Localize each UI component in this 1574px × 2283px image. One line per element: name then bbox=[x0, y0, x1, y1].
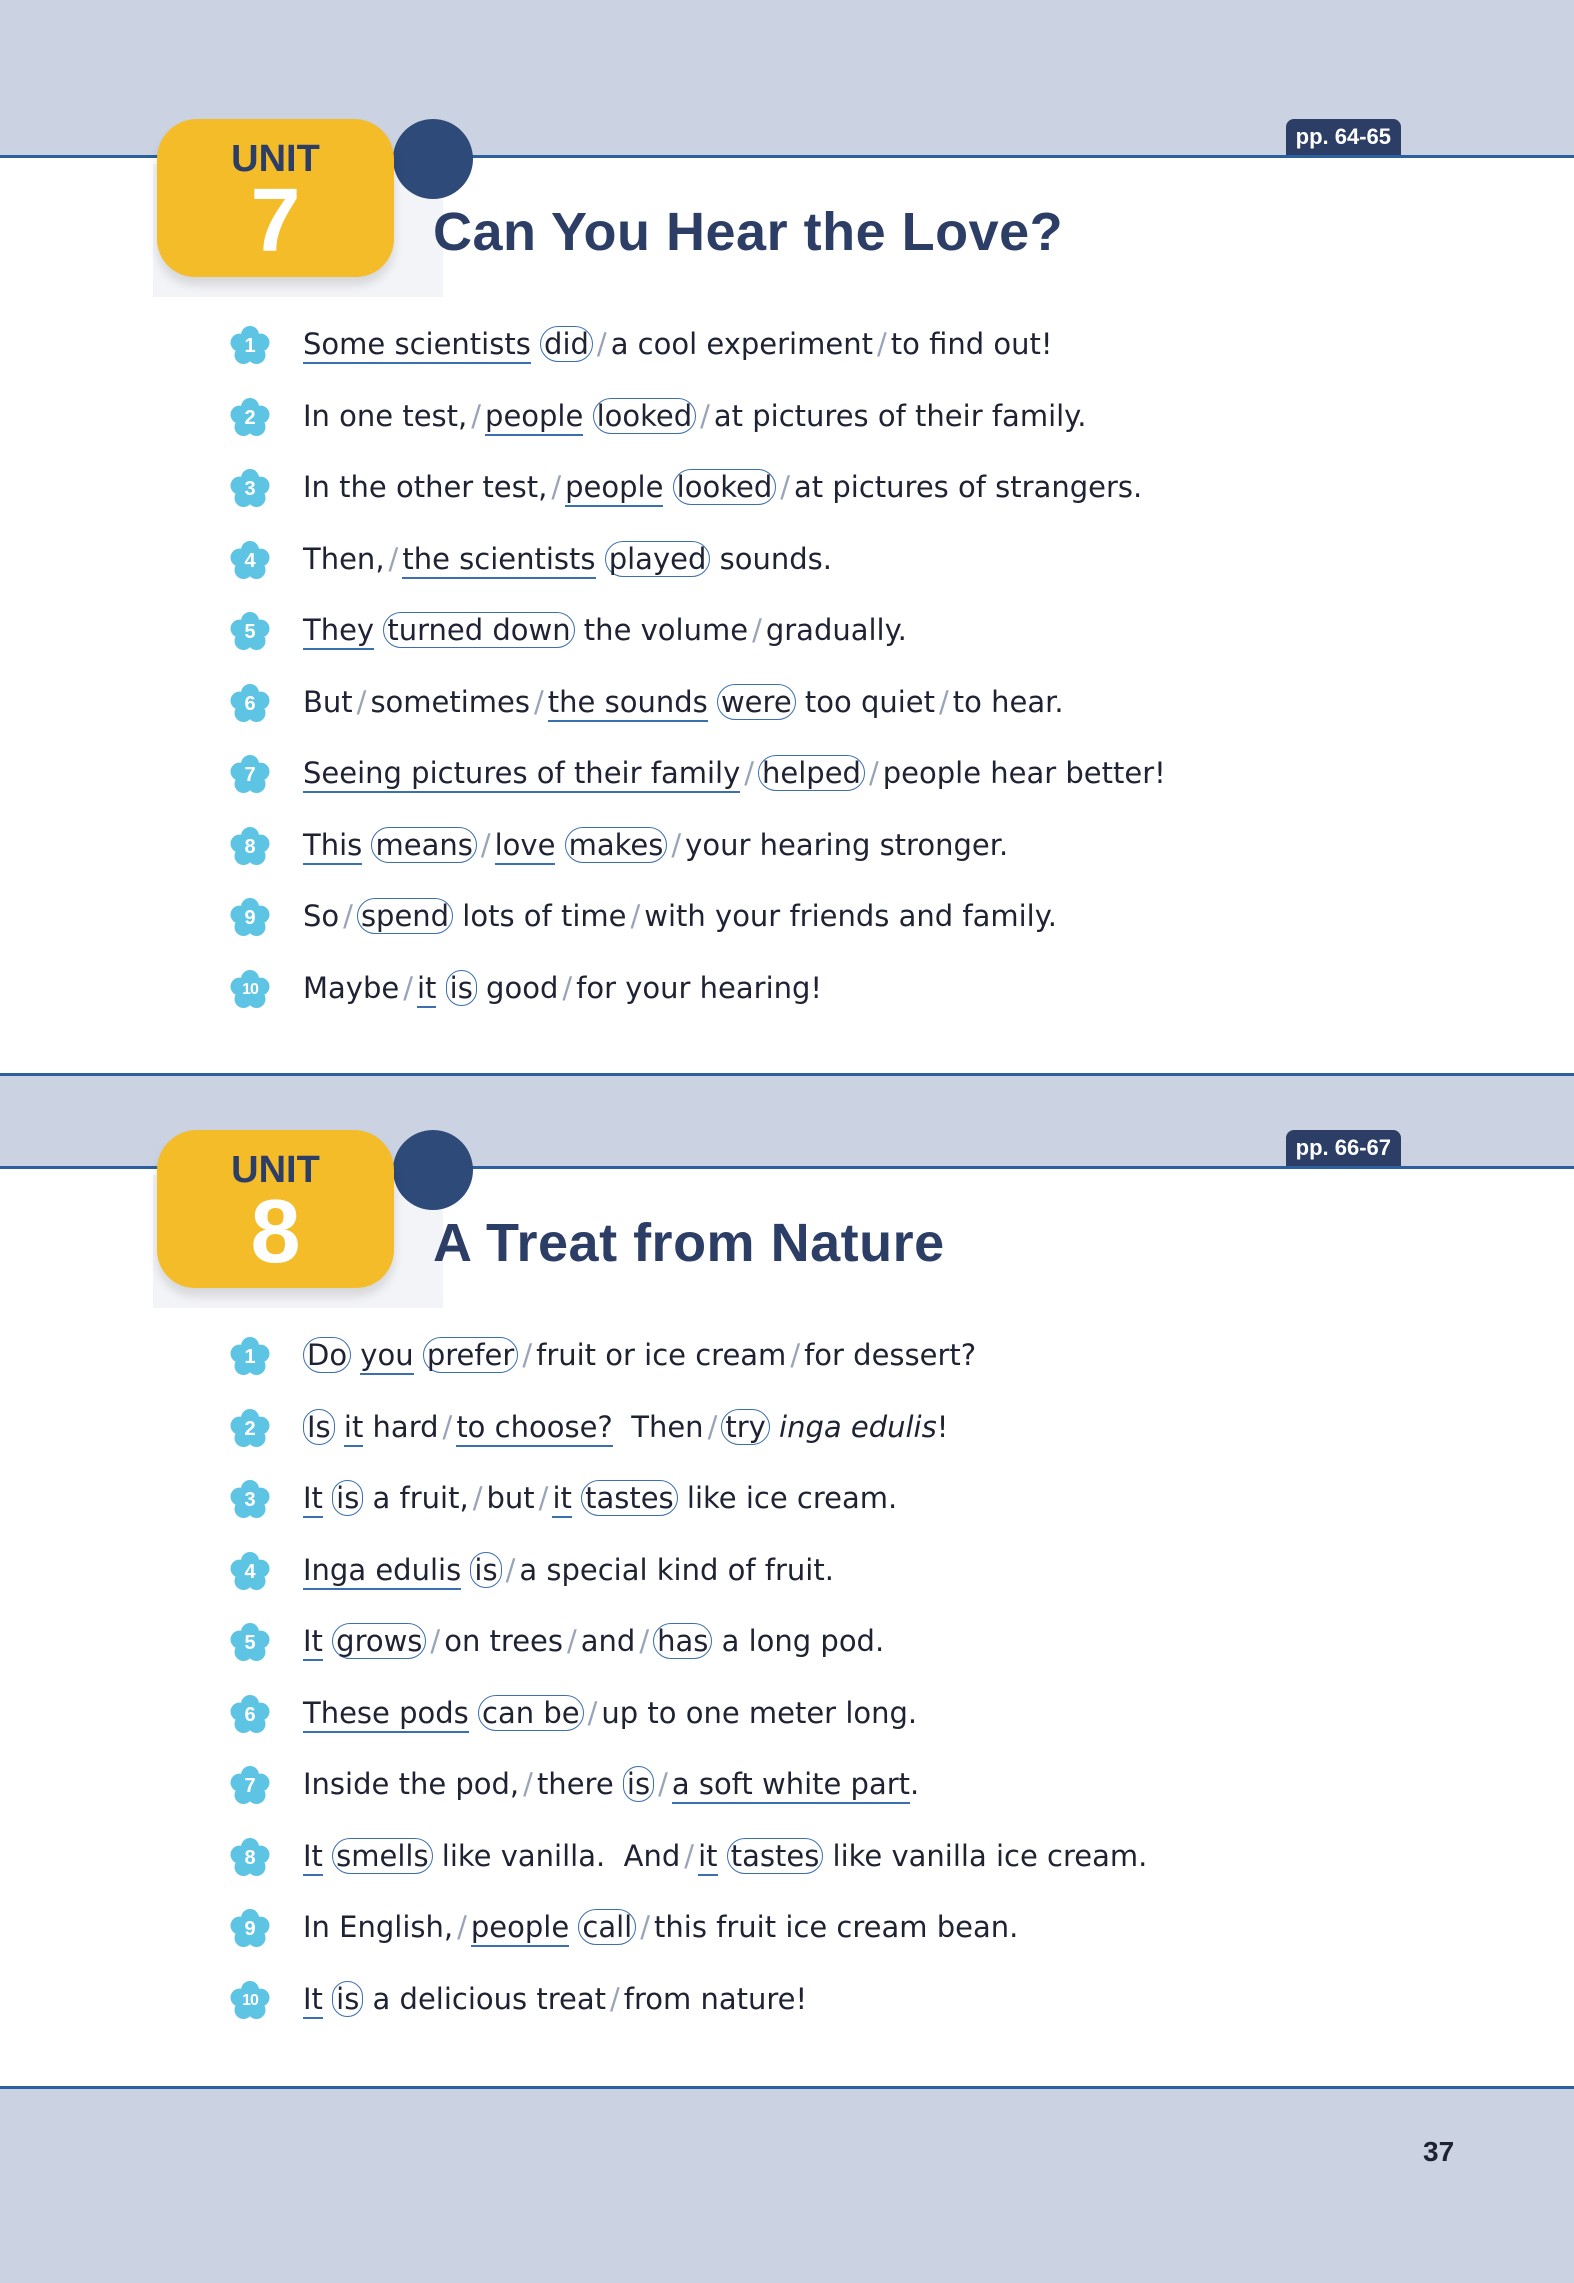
sentence-text bbox=[303, 1907, 1018, 1947]
sentence-text bbox=[303, 1478, 897, 1518]
circled-verb: Is bbox=[303, 1409, 335, 1445]
text-segment: at pictures of strangers. bbox=[794, 470, 1143, 504]
flower-number-icon bbox=[230, 1623, 270, 1663]
sentence-number: 6 bbox=[244, 1703, 256, 1726]
chunk-slash: / bbox=[472, 1481, 483, 1515]
text-segment bbox=[555, 828, 564, 862]
text-segment: fruit or ice cream bbox=[536, 1338, 787, 1372]
text-segment: . bbox=[910, 1767, 920, 1801]
text-segment: up to one meter long. bbox=[601, 1695, 918, 1730]
text-segment: like ice cream. bbox=[677, 1481, 898, 1515]
text-segment: In English, bbox=[303, 1910, 454, 1944]
text-segment bbox=[469, 1696, 478, 1730]
text-segment: to hear. bbox=[952, 684, 1064, 719]
circled-verb: helped bbox=[758, 755, 865, 791]
chunk-slash: / bbox=[538, 1481, 549, 1515]
sentence-number: 9 bbox=[244, 1918, 256, 1940]
text-segment: this fruit ice cream bean. bbox=[654, 1910, 1019, 1944]
text-segment: the volume bbox=[574, 613, 749, 647]
text-segment: with your friends and family. bbox=[644, 899, 1057, 933]
circled-verb: prefer bbox=[423, 1337, 519, 1373]
chunk-slash: / bbox=[562, 970, 573, 1005]
chunk-slash: / bbox=[639, 1624, 650, 1658]
sentence-text bbox=[303, 1979, 807, 2019]
text-segment bbox=[323, 1624, 332, 1658]
chunk-slash: / bbox=[790, 1338, 801, 1372]
flower-number-icon bbox=[230, 1552, 270, 1592]
flower-number-icon bbox=[230, 612, 270, 652]
circled-verb: Do bbox=[303, 1337, 351, 1373]
circled-verb: turned down bbox=[383, 612, 574, 648]
chunk-slash: / bbox=[430, 1624, 441, 1658]
chunk-slash: / bbox=[671, 827, 682, 862]
flower-number-icon bbox=[230, 898, 270, 938]
sentence-text bbox=[303, 1693, 917, 1733]
circled-verb: call bbox=[578, 1909, 636, 1945]
flower-number-icon bbox=[230, 326, 270, 366]
sentence-number: 3 bbox=[244, 478, 256, 500]
unit-title: Can You Hear the Love? bbox=[433, 202, 1064, 262]
text-segment: sometimes bbox=[370, 684, 531, 719]
text-segment bbox=[572, 1481, 581, 1515]
sentence-number: 5 bbox=[244, 621, 256, 643]
underlined-subject: It bbox=[303, 1624, 323, 1661]
circled-verb: is bbox=[332, 1981, 363, 2017]
text-segment: but bbox=[486, 1481, 535, 1515]
underlined-subject: it bbox=[344, 1410, 363, 1447]
unit-badge bbox=[157, 119, 394, 277]
sentence-number: 6 bbox=[244, 692, 256, 715]
text-segment: people hear better! bbox=[882, 756, 1166, 790]
underlined-subject: it bbox=[698, 1839, 717, 1876]
circled-verb: is bbox=[446, 970, 477, 1006]
chunk-slash: / bbox=[505, 1552, 516, 1587]
text-segment bbox=[614, 1767, 623, 1801]
sentence-text bbox=[303, 753, 1166, 793]
sentence-text bbox=[303, 1764, 919, 1804]
circled-verb: played bbox=[605, 541, 711, 577]
text-segment: a cool experiment bbox=[610, 327, 873, 361]
underlined-subject: It bbox=[303, 1982, 323, 2019]
flower-number-icon bbox=[230, 827, 270, 867]
text-segment: to find out! bbox=[890, 327, 1053, 361]
underlined-subject: people bbox=[565, 470, 663, 507]
underlined-subject: love bbox=[495, 828, 556, 865]
unit-number: 8 bbox=[250, 1182, 301, 1282]
text-segment bbox=[335, 1410, 344, 1444]
text-segment: Then, bbox=[303, 541, 385, 576]
underlined-subject: it bbox=[552, 1481, 571, 1518]
unit-label: UNIT bbox=[231, 1149, 320, 1191]
sentence-number: 10 bbox=[242, 1991, 258, 2009]
underlined-subject: a soft white part bbox=[672, 1767, 910, 1804]
sentence-text bbox=[303, 539, 832, 579]
text-segment bbox=[718, 1839, 727, 1873]
flower-number-icon bbox=[230, 1909, 270, 1949]
page-number: 37 bbox=[1423, 2136, 1455, 2167]
sentence-number: 8 bbox=[244, 835, 256, 858]
italic-term: inga edulis bbox=[779, 1409, 937, 1444]
sentence-number: 3 bbox=[244, 1489, 256, 1511]
unit-badge bbox=[157, 1130, 394, 1288]
underlined-subject: people bbox=[485, 399, 583, 436]
chunk-slash: / bbox=[343, 899, 353, 933]
sentence-text bbox=[303, 610, 907, 650]
page-reference-tab: pp. 66-67 bbox=[1286, 1130, 1401, 1166]
circled-verb: looked bbox=[673, 469, 777, 505]
text-segment bbox=[351, 1338, 360, 1372]
sentence-number: 4 bbox=[244, 549, 256, 572]
flower-number-icon bbox=[230, 1337, 270, 1377]
sentence-text bbox=[303, 467, 1142, 507]
sentence-number: 7 bbox=[244, 764, 256, 786]
sentence-number: 8 bbox=[244, 1846, 256, 1869]
chunk-slash: / bbox=[707, 1409, 718, 1444]
chunk-slash: / bbox=[388, 541, 399, 576]
text-segment bbox=[770, 1410, 779, 1444]
circled-verb: has bbox=[653, 1623, 712, 1659]
flower-number-icon bbox=[230, 1409, 270, 1449]
sentence-text bbox=[303, 682, 1064, 722]
text-segment: sounds. bbox=[710, 541, 832, 576]
chunk-slash: / bbox=[876, 327, 887, 361]
sentence-number: 7 bbox=[244, 1775, 256, 1797]
text-segment: there bbox=[536, 1767, 614, 1801]
flower-number-icon bbox=[230, 469, 270, 509]
chunk-slash: / bbox=[403, 970, 413, 1005]
text-segment: and bbox=[580, 1624, 636, 1658]
text-segment: from nature! bbox=[623, 1981, 808, 2016]
circled-verb: smells bbox=[332, 1838, 432, 1874]
sentence-text bbox=[303, 1407, 948, 1447]
text-segment: But bbox=[303, 684, 353, 719]
chunk-slash: / bbox=[522, 1338, 533, 1372]
chunk-slash: / bbox=[480, 827, 491, 862]
circled-verb: try bbox=[721, 1409, 769, 1445]
text-segment: hard bbox=[363, 1409, 439, 1444]
sentence-number: 4 bbox=[244, 1560, 256, 1583]
sentence-number: 2 bbox=[244, 1417, 256, 1440]
chunk-slash: / bbox=[596, 327, 607, 361]
circled-verb: is bbox=[470, 1552, 501, 1588]
flower-number-icon bbox=[230, 1766, 270, 1806]
circled-verb: is bbox=[332, 1480, 363, 1516]
text-segment bbox=[323, 1839, 332, 1873]
sentence-number: 5 bbox=[244, 1632, 256, 1654]
chunk-slash: / bbox=[700, 398, 710, 433]
sentence-number: 2 bbox=[244, 406, 256, 429]
sentence-text bbox=[303, 1836, 1147, 1876]
text-segment: lots of time bbox=[453, 899, 627, 933]
text-segment: So bbox=[303, 899, 340, 933]
chunk-slash: / bbox=[868, 756, 879, 790]
chunk-slash: / bbox=[658, 1767, 668, 1801]
text-segment bbox=[708, 685, 717, 719]
sentence-text bbox=[303, 1550, 834, 1590]
circled-verb: tastes bbox=[581, 1480, 678, 1516]
chunk-slash: / bbox=[744, 756, 755, 790]
chunk-slash: / bbox=[356, 684, 367, 719]
circled-verb: were bbox=[717, 684, 796, 720]
text-segment: gradually. bbox=[765, 613, 907, 647]
text-segment bbox=[323, 1982, 332, 2016]
text-segment: ! bbox=[936, 1409, 949, 1444]
underlined-subject: the scientists bbox=[402, 542, 595, 579]
circled-verb: did bbox=[540, 326, 593, 362]
chunk-slash: / bbox=[534, 684, 544, 719]
circled-verb: tastes bbox=[727, 1838, 824, 1874]
sentence-text bbox=[303, 968, 822, 1008]
flower-number-icon bbox=[230, 541, 270, 581]
sentence-number: 9 bbox=[244, 907, 256, 929]
sentence-text bbox=[303, 1621, 884, 1661]
underlined-subject: to choose? bbox=[456, 1410, 612, 1447]
chunk-slash: / bbox=[551, 470, 562, 504]
text-segment: a special kind of fruit. bbox=[519, 1552, 834, 1587]
underlined-subject: Seeing pictures of their family bbox=[303, 756, 740, 793]
text-segment bbox=[663, 470, 672, 504]
underlined-subject: It bbox=[303, 1839, 323, 1876]
flower-number-icon bbox=[230, 1480, 270, 1520]
text-segment bbox=[531, 327, 540, 361]
underlined-subject: you bbox=[360, 1338, 413, 1375]
underlined-subject: These pods bbox=[303, 1696, 469, 1733]
flower-number-icon bbox=[230, 398, 270, 438]
sentence-text bbox=[303, 825, 1008, 865]
flower-number-icon bbox=[230, 970, 270, 1010]
circled-verb: is bbox=[623, 1766, 654, 1802]
chunk-slash: / bbox=[471, 398, 482, 433]
circled-verb: means bbox=[371, 827, 476, 863]
text-segment: In one test, bbox=[303, 398, 468, 433]
underlined-subject: the sounds bbox=[548, 685, 708, 722]
sentence-number: 10 bbox=[242, 980, 258, 998]
flower-number-icon bbox=[230, 684, 270, 724]
page-reference-tab: pp. 64-65 bbox=[1286, 119, 1401, 155]
chunk-slash: / bbox=[610, 1981, 620, 2016]
chunk-slash: / bbox=[630, 899, 641, 933]
text-segment: a long pod. bbox=[712, 1624, 885, 1658]
underlined-subject: it bbox=[417, 971, 436, 1008]
chunk-slash: / bbox=[587, 1695, 598, 1730]
text-segment bbox=[323, 1481, 332, 1515]
chunk-slash: / bbox=[442, 1409, 453, 1444]
text-segment: good bbox=[476, 970, 559, 1005]
text-segment: Inside the pod, bbox=[303, 1767, 520, 1801]
text-segment: for dessert? bbox=[804, 1338, 977, 1372]
underlined-subject: Inga edulis bbox=[303, 1553, 461, 1590]
chunk-slash: / bbox=[640, 1910, 651, 1944]
unit-8-panel bbox=[0, 1135, 1574, 2089]
text-segment: too quiet bbox=[795, 684, 936, 719]
sentence-text bbox=[303, 396, 1086, 436]
circled-verb: looked bbox=[593, 398, 697, 434]
text-segment bbox=[583, 399, 592, 433]
circled-verb: grows bbox=[332, 1623, 426, 1659]
chunk-slash: / bbox=[780, 470, 791, 504]
circled-verb: can be bbox=[478, 1695, 584, 1731]
underlined-subject: people bbox=[471, 1910, 569, 1947]
unit-7-panel bbox=[0, 124, 1574, 1076]
chunk-slash: / bbox=[939, 684, 949, 719]
chunk-slash: / bbox=[457, 1910, 467, 1944]
text-segment: Maybe bbox=[303, 970, 400, 1005]
text-segment bbox=[374, 613, 383, 647]
flower-number-icon bbox=[230, 1838, 270, 1878]
text-segment bbox=[414, 1338, 423, 1372]
text-segment: a delicious treat bbox=[363, 1981, 606, 2016]
text-segment: at pictures of their family. bbox=[713, 398, 1087, 433]
underlined-subject: Some scientists bbox=[303, 327, 531, 364]
text-segment bbox=[436, 971, 445, 1005]
underlined-subject: They bbox=[303, 613, 374, 650]
chunk-slash: / bbox=[523, 1767, 533, 1801]
text-segment: In the other test, bbox=[303, 470, 548, 504]
text-segment: on trees bbox=[444, 1624, 563, 1658]
text-segment: like vanilla ice cream. bbox=[823, 1838, 1148, 1873]
sentence-text bbox=[303, 324, 1052, 364]
badge-dome-decoration bbox=[393, 119, 473, 199]
flower-number-icon bbox=[230, 1695, 270, 1735]
text-segment: Then bbox=[612, 1409, 704, 1444]
text-segment: for your hearing! bbox=[576, 970, 823, 1005]
unit-title: A Treat from Nature bbox=[433, 1213, 945, 1273]
sentence-number: 1 bbox=[244, 335, 256, 357]
unit-number: 7 bbox=[250, 171, 301, 271]
chunk-slash: / bbox=[567, 1624, 577, 1658]
text-segment bbox=[596, 542, 605, 576]
chunk-slash: / bbox=[752, 613, 762, 647]
sentence-text bbox=[303, 1335, 976, 1375]
underlined-subject: It bbox=[303, 1481, 323, 1518]
sentence-text bbox=[303, 896, 1057, 936]
chunk-slash: / bbox=[684, 1838, 695, 1873]
underlined-subject: This bbox=[303, 828, 362, 865]
flower-number-icon bbox=[230, 1981, 270, 2021]
circled-verb: spend bbox=[357, 898, 453, 934]
badge-dome-decoration bbox=[393, 1130, 473, 1210]
flower-number-icon bbox=[230, 755, 270, 795]
text-segment: a fruit, bbox=[363, 1481, 469, 1515]
text-segment: your hearing stronger. bbox=[685, 827, 1009, 862]
unit-label: UNIT bbox=[231, 138, 320, 180]
text-segment: like vanilla. And bbox=[432, 1838, 681, 1873]
circled-verb: makes bbox=[565, 827, 668, 863]
sentence-number: 1 bbox=[244, 1346, 256, 1368]
